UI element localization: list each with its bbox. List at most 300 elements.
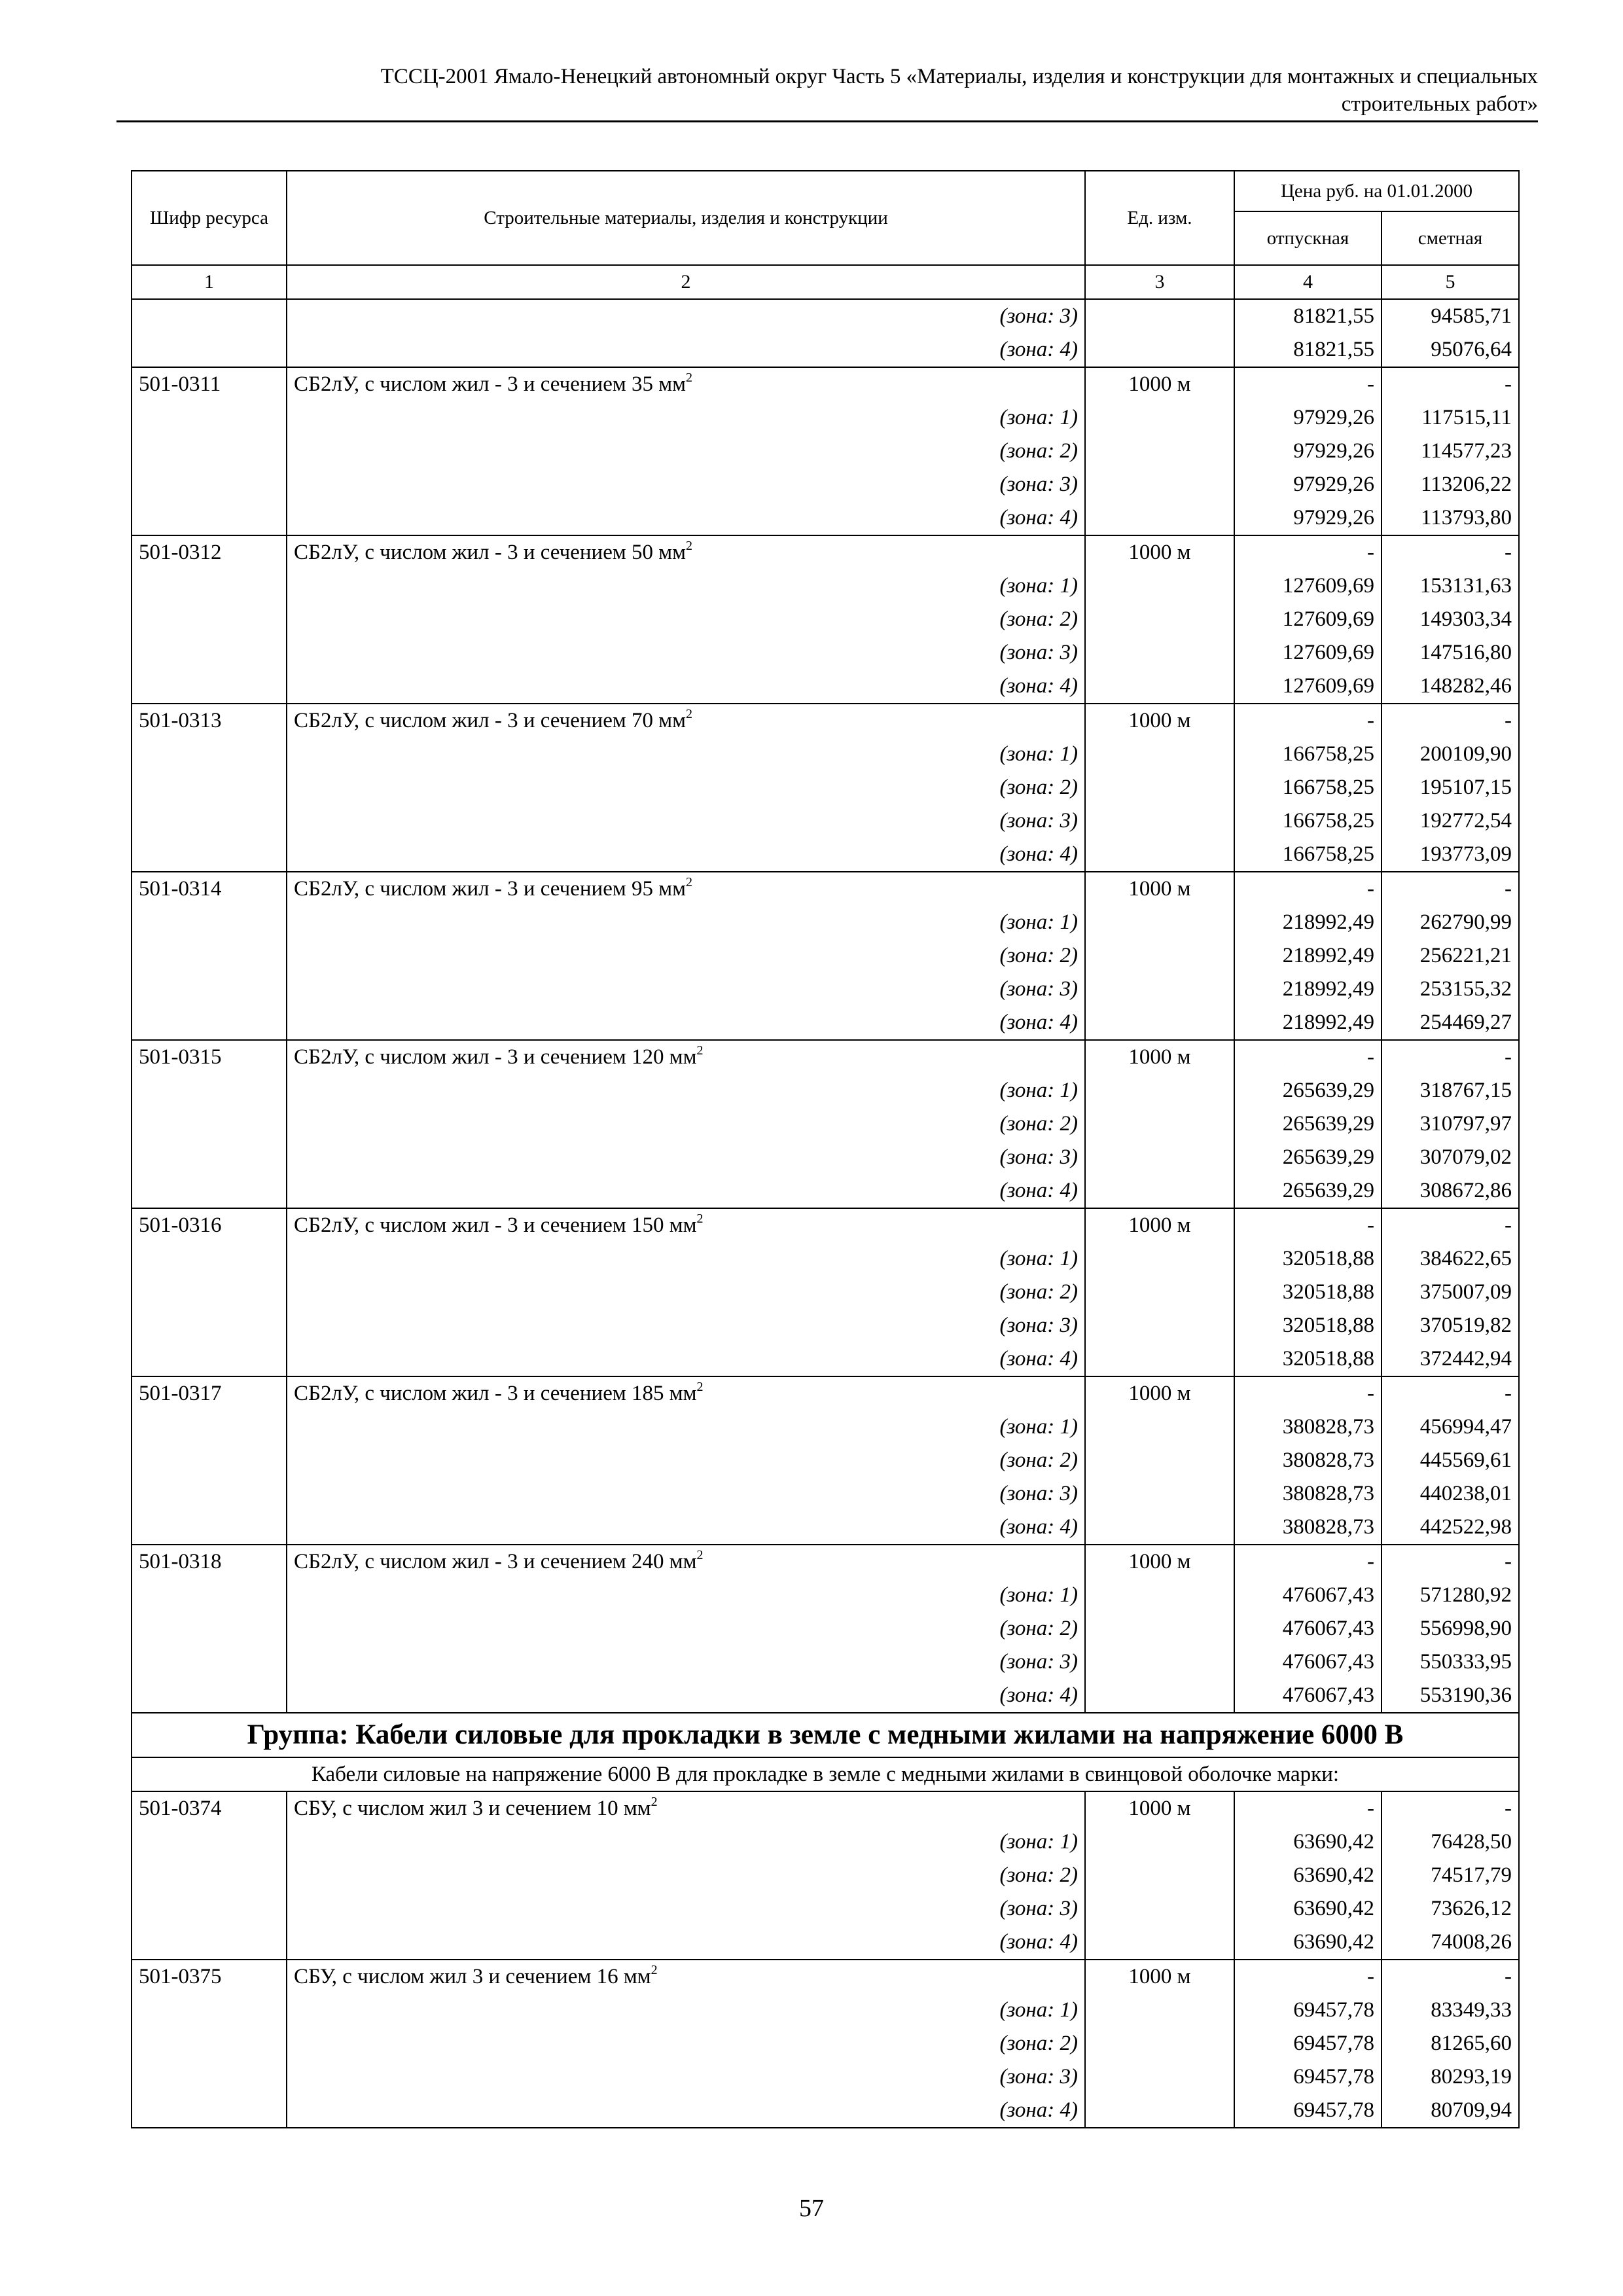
material-name	[287, 704, 1085, 738]
release-price: 320518,88	[1234, 1309, 1382, 1342]
unit-superscript: 2	[696, 1211, 704, 1226]
estimate-price: 262790,99	[1382, 906, 1519, 939]
estimate-price: 375007,09	[1382, 1276, 1519, 1309]
estimate-price: 195107,15	[1382, 771, 1519, 804]
unit-cell	[1085, 1242, 1234, 1276]
estimate-price: -	[1382, 1791, 1519, 1825]
estimate-price: -	[1382, 1545, 1519, 1579]
estimate-price: 571280,92	[1382, 1579, 1519, 1612]
release-price: 218992,49	[1234, 939, 1382, 973]
zone-row	[132, 2027, 1519, 2060]
zone-row	[132, 435, 1519, 468]
unit-cell	[1085, 1612, 1234, 1645]
zone-row	[132, 2094, 1519, 2128]
release-price: 476067,43	[1234, 1679, 1382, 1713]
unit-cell	[1085, 299, 1234, 333]
release-price: 265639,29	[1234, 1107, 1382, 1141]
material-name-text: СБ2лУ, с числом жил - 3 и сечением 70 мм	[294, 709, 686, 732]
col-header-price: Цена руб. на 01.01.2000	[1234, 171, 1519, 211]
estimate-price: -	[1382, 704, 1519, 738]
unit-cell	[1085, 906, 1234, 939]
release-price: 81821,55	[1234, 333, 1382, 367]
release-price: 69457,78	[1234, 2060, 1382, 2094]
zone-row	[132, 299, 1519, 333]
zone-row	[132, 1342, 1519, 1376]
unit-cell	[1085, 1444, 1234, 1477]
code-cell	[132, 1926, 287, 1960]
group-title: Группа: Кабели силовые для прокладки в земле с медными жилами на напряжение 6000 В	[132, 1713, 1519, 1757]
material-name-text: СБ2лУ, с числом жил - 3 и сечением 240 мм	[294, 1550, 697, 1573]
material-name-text: СБ2лУ, с числом жил - 3 и сечением 50 мм	[294, 541, 686, 564]
estimate-price: -	[1382, 535, 1519, 569]
estimate-price: -	[1382, 1960, 1519, 1994]
code-cell	[132, 771, 287, 804]
unit-superscript: 2	[696, 1548, 704, 1562]
code-cell	[132, 1679, 287, 1713]
material-name	[287, 367, 1085, 401]
release-price: -	[1234, 872, 1382, 906]
zone-label: (зона: 1)	[287, 1074, 1085, 1107]
unit-cell: 1000 м	[1085, 535, 1234, 569]
col-header-release: отпускная	[1234, 211, 1382, 265]
unit-cell	[1085, 738, 1234, 771]
unit-cell	[1085, 1141, 1234, 1174]
unit-cell	[1085, 1511, 1234, 1545]
estimate-price: 192772,54	[1382, 804, 1519, 838]
code-cell	[132, 1342, 287, 1376]
zone-label: (зона: 1)	[287, 1242, 1085, 1276]
estimate-price: 148282,46	[1382, 670, 1519, 704]
estimate-price: -	[1382, 367, 1519, 401]
unit-cell: 1000 м	[1085, 1960, 1234, 1994]
group-header-body	[132, 1713, 1519, 1791]
unit-superscript: 2	[686, 875, 692, 889]
zone-label: (зона: 3)	[287, 1309, 1085, 1342]
zone-row	[132, 670, 1519, 704]
zone-row	[132, 738, 1519, 771]
estimate-price: -	[1382, 1376, 1519, 1410]
zone-row	[132, 1444, 1519, 1477]
release-price: 380828,73	[1234, 1444, 1382, 1477]
estimate-price: 113793,80	[1382, 501, 1519, 535]
code-cell	[132, 569, 287, 603]
release-price: 476067,43	[1234, 1579, 1382, 1612]
zone-label: (зона: 3)	[287, 1892, 1085, 1926]
unit-superscript: 2	[686, 370, 692, 385]
zone-row	[132, 501, 1519, 535]
estimate-price: 445569,61	[1382, 1444, 1519, 1477]
estimate-price: 253155,32	[1382, 973, 1519, 1006]
unit-cell	[1085, 1645, 1234, 1679]
estimate-price: 80709,94	[1382, 2094, 1519, 2128]
estimate-price: -	[1382, 1208, 1519, 1242]
table-row	[132, 1545, 1519, 1579]
estimate-price: 74008,26	[1382, 1926, 1519, 1960]
unit-cell	[1085, 804, 1234, 838]
code-cell	[132, 1006, 287, 1040]
col-number: 4	[1234, 265, 1382, 299]
zone-row	[132, 973, 1519, 1006]
unit-cell	[1085, 1074, 1234, 1107]
code-cell	[132, 973, 287, 1006]
code-cell	[132, 1612, 287, 1645]
resource-code: 501-0316	[132, 1208, 287, 1242]
estimate-price: 117515,11	[1382, 401, 1519, 435]
resource-code: 501-0374	[132, 1791, 287, 1825]
zone-label: (зона: 4)	[287, 333, 1085, 367]
material-name-text: СБ2лУ, с числом жил - 3 и сечением 185 мм	[294, 1382, 697, 1405]
resource-code: 501-0312	[132, 535, 287, 569]
release-price: 63690,42	[1234, 1926, 1382, 1960]
unit-cell	[1085, 401, 1234, 435]
material-name-text: СБ2лУ, с числом жил - 3 и сечением 120 мм	[294, 1045, 697, 1069]
release-price: 218992,49	[1234, 973, 1382, 1006]
release-price: 320518,88	[1234, 1342, 1382, 1376]
code-cell	[132, 1579, 287, 1612]
release-price: 97929,26	[1234, 435, 1382, 468]
zone-label: (зона: 1)	[287, 1825, 1085, 1859]
unit-cell	[1085, 1309, 1234, 1342]
code-cell	[132, 1107, 287, 1141]
unit-cell	[1085, 670, 1234, 704]
zone-row	[132, 1410, 1519, 1444]
zone-label: (зона: 1)	[287, 906, 1085, 939]
estimate-price: 307079,02	[1382, 1141, 1519, 1174]
code-cell	[132, 838, 287, 872]
estimate-price: 310797,97	[1382, 1107, 1519, 1141]
code-cell	[132, 906, 287, 939]
release-price: 320518,88	[1234, 1242, 1382, 1276]
release-price: -	[1234, 1545, 1382, 1579]
zone-row	[132, 1006, 1519, 1040]
estimate-price: 114577,23	[1382, 435, 1519, 468]
material-name	[287, 1791, 1085, 1825]
release-price: 166758,25	[1234, 804, 1382, 838]
release-price: 380828,73	[1234, 1511, 1382, 1545]
estimate-price: -	[1382, 1040, 1519, 1074]
zone-row	[132, 1579, 1519, 1612]
zone-row	[132, 838, 1519, 872]
code-cell	[132, 1276, 287, 1309]
table-row	[132, 872, 1519, 906]
release-price: 127609,69	[1234, 603, 1382, 636]
estimate-price: 440238,01	[1382, 1477, 1519, 1511]
zone-label: (зона: 4)	[287, 1174, 1085, 1208]
material-name	[287, 1376, 1085, 1410]
zone-row	[132, 1679, 1519, 1713]
zone-label: (зона: 1)	[287, 738, 1085, 771]
code-cell	[132, 636, 287, 670]
material-name	[287, 872, 1085, 906]
code-cell	[132, 2027, 287, 2060]
unit-cell	[1085, 1892, 1234, 1926]
unit-cell: 1000 м	[1085, 704, 1234, 738]
unit-cell	[1085, 468, 1234, 501]
estimate-price: 147516,80	[1382, 636, 1519, 670]
release-price: 218992,49	[1234, 906, 1382, 939]
unit-cell	[1085, 1926, 1234, 1960]
resource-code: 501-0311	[132, 367, 287, 401]
release-price: 97929,26	[1234, 401, 1382, 435]
release-price: 69457,78	[1234, 2094, 1382, 2128]
release-price: -	[1234, 704, 1382, 738]
unit-cell: 1000 м	[1085, 1376, 1234, 1410]
zone-label: (зона: 4)	[287, 838, 1085, 872]
estimate-price: 556998,90	[1382, 1612, 1519, 1645]
code-cell	[132, 1825, 287, 1859]
release-price: 218992,49	[1234, 1006, 1382, 1040]
unit-cell	[1085, 1994, 1234, 2027]
unit-cell	[1085, 435, 1234, 468]
release-price: -	[1234, 1791, 1382, 1825]
unit-superscript: 2	[696, 1380, 704, 1394]
code-cell	[132, 1477, 287, 1511]
estimate-price: 74517,79	[1382, 1859, 1519, 1892]
release-price: 476067,43	[1234, 1612, 1382, 1645]
col-header-name: Строительные материалы, изделия и конструкции	[287, 171, 1085, 265]
zone-label: (зона: 2)	[287, 603, 1085, 636]
code-cell	[132, 1174, 287, 1208]
resource-code: 501-0315	[132, 1040, 287, 1074]
table-row	[132, 704, 1519, 738]
unit-cell: 1000 м	[1085, 1208, 1234, 1242]
zone-row	[132, 1892, 1519, 1926]
col-header-code: Шифр ресурса	[132, 171, 287, 265]
unit-cell: 1000 м	[1085, 872, 1234, 906]
zone-label: (зона: 2)	[287, 1859, 1085, 1892]
code-cell	[132, 939, 287, 973]
table-row	[132, 367, 1519, 401]
code-cell	[132, 804, 287, 838]
estimate-price: 81265,60	[1382, 2027, 1519, 2060]
zone-label: (зона: 2)	[287, 939, 1085, 973]
unit-cell	[1085, 838, 1234, 872]
release-price: 166758,25	[1234, 838, 1382, 872]
release-price: 97929,26	[1234, 501, 1382, 535]
material-name	[287, 1208, 1085, 1242]
unit-cell: 1000 м	[1085, 1545, 1234, 1579]
estimate-price: 80293,19	[1382, 2060, 1519, 2094]
release-price: 476067,43	[1234, 1645, 1382, 1679]
zone-label: (зона: 1)	[287, 1579, 1085, 1612]
zone-label: (зона: 3)	[287, 804, 1085, 838]
material-name	[287, 1545, 1085, 1579]
material-name	[287, 535, 1085, 569]
col-number: 2	[287, 265, 1085, 299]
release-price: 127609,69	[1234, 670, 1382, 704]
zone-row	[132, 468, 1519, 501]
code-cell	[132, 435, 287, 468]
release-price: 63690,42	[1234, 1825, 1382, 1859]
code-cell	[132, 1511, 287, 1545]
zone-label: (зона: 2)	[287, 435, 1085, 468]
group-subtitle: Кабели силовые на напряжение 6000 В для прокладке в земле с медными жилами в свинцовой оболочке марки:	[132, 1757, 1519, 1791]
zone-row	[132, 636, 1519, 670]
zone-row	[132, 1612, 1519, 1645]
header-line-1: ТССЦ-2001 Ямало-Ненецкий автономный округ Часть 5 «Материалы, изделия и конструкции для монтажных и специальных	[380, 65, 1538, 88]
unit-cell	[1085, 1477, 1234, 1511]
estimate-price: 372442,94	[1382, 1342, 1519, 1376]
code-cell	[132, 603, 287, 636]
unit-cell	[1085, 333, 1234, 367]
zone-row	[132, 1141, 1519, 1174]
estimate-price: 193773,09	[1382, 838, 1519, 872]
unit-cell	[1085, 569, 1234, 603]
resource-code: 501-0314	[132, 872, 287, 906]
code-cell	[132, 1309, 287, 1342]
release-price: 81821,55	[1234, 299, 1382, 333]
price-table	[131, 170, 1520, 2128]
zone-label: (зона: 3)	[287, 299, 1085, 333]
zone-label: (зона: 2)	[287, 2027, 1085, 2060]
code-cell	[132, 1141, 287, 1174]
zone-row	[132, 333, 1519, 367]
zone-label: (зона: 4)	[287, 1926, 1085, 1960]
code-cell	[132, 670, 287, 704]
estimate-price: -	[1382, 872, 1519, 906]
code-cell	[132, 1645, 287, 1679]
release-price: 127609,69	[1234, 636, 1382, 670]
resource-code: 501-0375	[132, 1960, 287, 1994]
unit-cell: 1000 м	[1085, 1791, 1234, 1825]
code-cell	[132, 501, 287, 535]
zone-label: (зона: 4)	[287, 1006, 1085, 1040]
estimate-price: 256221,21	[1382, 939, 1519, 973]
zone-row	[132, 401, 1519, 435]
release-price: 63690,42	[1234, 1859, 1382, 1892]
code-cell	[132, 1859, 287, 1892]
release-price: 166758,25	[1234, 738, 1382, 771]
zone-label: (зона: 3)	[287, 1141, 1085, 1174]
code-cell	[132, 1242, 287, 1276]
material-name	[287, 1960, 1085, 1994]
estimate-price: 153131,63	[1382, 569, 1519, 603]
table-body	[132, 299, 1519, 1713]
zone-row	[132, 1074, 1519, 1107]
table-row	[132, 1960, 1519, 1994]
zone-label: (зона: 3)	[287, 2060, 1085, 2094]
unit-cell	[1085, 1006, 1234, 1040]
code-cell	[132, 1892, 287, 1926]
unit-cell	[1085, 636, 1234, 670]
zone-row	[132, 1645, 1519, 1679]
code-cell	[132, 2060, 287, 2094]
estimate-price: 149303,34	[1382, 603, 1519, 636]
estimate-price: 384622,65	[1382, 1242, 1519, 1276]
release-price: -	[1234, 1208, 1382, 1242]
release-price: 127609,69	[1234, 569, 1382, 603]
table-row	[132, 1040, 1519, 1074]
code-cell	[132, 1074, 287, 1107]
release-price: -	[1234, 367, 1382, 401]
resource-code: 501-0318	[132, 1545, 287, 1579]
unit-cell	[1085, 939, 1234, 973]
unit-superscript: 2	[651, 1795, 658, 1809]
zone-label: (зона: 3)	[287, 1645, 1085, 1679]
estimate-price: 308672,86	[1382, 1174, 1519, 1208]
unit-cell	[1085, 1579, 1234, 1612]
material-name	[287, 1040, 1085, 1074]
estimate-price: 76428,50	[1382, 1825, 1519, 1859]
estimate-price: 456994,47	[1382, 1410, 1519, 1444]
unit-cell	[1085, 2027, 1234, 2060]
unit-superscript: 2	[651, 1963, 658, 1977]
zone-row	[132, 804, 1519, 838]
zone-label: (зона: 4)	[287, 1342, 1085, 1376]
unit-cell: 1000 м	[1085, 367, 1234, 401]
zone-row	[132, 939, 1519, 973]
zone-label: (зона: 4)	[287, 1511, 1085, 1545]
release-price: 63690,42	[1234, 1892, 1382, 1926]
estimate-price: 553190,36	[1382, 1679, 1519, 1713]
release-price: 320518,88	[1234, 1276, 1382, 1309]
zone-row	[132, 1477, 1519, 1511]
zone-row	[132, 1825, 1519, 1859]
unit-cell	[1085, 501, 1234, 535]
unit-cell	[1085, 1859, 1234, 1892]
release-price: 265639,29	[1234, 1174, 1382, 1208]
zone-row	[132, 569, 1519, 603]
zone-row	[132, 1511, 1519, 1545]
release-price: -	[1234, 1376, 1382, 1410]
code-cell	[132, 1994, 287, 2027]
unit-cell	[1085, 973, 1234, 1006]
unit-superscript: 2	[686, 539, 692, 553]
zone-label: (зона: 1)	[287, 569, 1085, 603]
zone-row	[132, 906, 1519, 939]
zone-row	[132, 1107, 1519, 1141]
group-table-body	[132, 1791, 1519, 2128]
code-cell	[132, 2094, 287, 2128]
unit-cell	[1085, 1174, 1234, 1208]
zone-label: (зона: 1)	[287, 401, 1085, 435]
code-cell	[132, 1410, 287, 1444]
estimate-price: 318767,15	[1382, 1074, 1519, 1107]
estimate-price: 113206,22	[1382, 468, 1519, 501]
zone-row	[132, 2060, 1519, 2094]
zone-label: (зона: 3)	[287, 973, 1085, 1006]
header-line-2: строительных работ»	[1341, 92, 1538, 116]
unit-cell	[1085, 771, 1234, 804]
zone-label: (зона: 4)	[287, 2094, 1085, 2128]
estimate-price: 73626,12	[1382, 1892, 1519, 1926]
estimate-price: 370519,82	[1382, 1309, 1519, 1342]
resource-code: 501-0313	[132, 704, 287, 738]
zone-row	[132, 1926, 1519, 1960]
table-row	[132, 1208, 1519, 1242]
code-cell	[132, 401, 287, 435]
material-name-text: СБУ, с числом жил 3 и сечением 10 мм	[294, 1797, 651, 1820]
estimate-price: 83349,33	[1382, 1994, 1519, 2027]
release-price: 97929,26	[1234, 468, 1382, 501]
unit-cell	[1085, 2060, 1234, 2094]
unit-cell	[1085, 2094, 1234, 2128]
zone-row	[132, 771, 1519, 804]
col-header-estimate: сметная	[1382, 211, 1519, 265]
unit-superscript: 2	[686, 707, 692, 721]
release-price: -	[1234, 1960, 1382, 1994]
zone-label: (зона: 4)	[287, 1679, 1085, 1713]
table-row	[132, 535, 1519, 569]
unit-cell	[1085, 1107, 1234, 1141]
estimate-price: 550333,95	[1382, 1645, 1519, 1679]
release-price: 69457,78	[1234, 1994, 1382, 2027]
zone-label: (зона: 4)	[287, 670, 1085, 704]
col-header-unit: Ед. изм.	[1085, 171, 1234, 265]
unit-cell	[1085, 1276, 1234, 1309]
col-number: 3	[1085, 265, 1234, 299]
table-row	[132, 1376, 1519, 1410]
